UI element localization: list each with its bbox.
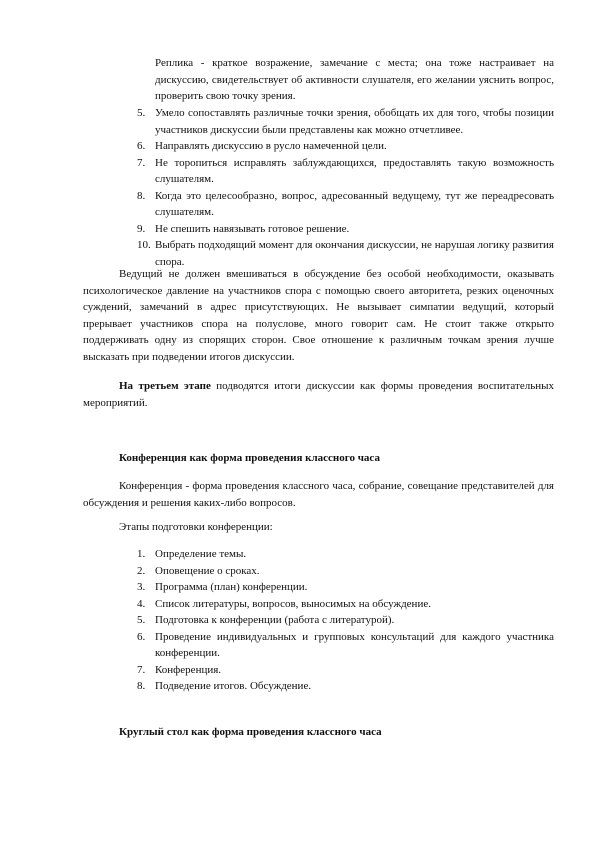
list-item-number: 2. (137, 564, 146, 577)
conference-stage-item (137, 612, 554, 629)
list-item-text: Не спешить навязывать готовое решение. (155, 222, 350, 235)
conference-stage-item (137, 678, 554, 695)
conference-stage-item (137, 629, 554, 662)
intro-continuation: Реплика - краткое возражение, замечание с места; она тоже настраивает на дискуссию, свидетельствует об активности слушателя, его желании уяснить вопрос, проверить свою точку зрения. (155, 57, 554, 102)
conference-stage-item (137, 579, 554, 596)
discussion-rule-item (137, 155, 554, 188)
discussion-rule-item (137, 105, 554, 138)
list-item-number: 8. (137, 680, 146, 692)
conference-definition: Конференция - форма проведения классного часа, собрание, совещание представителей для обсуждения и решения каких-либо вопросов. (83, 480, 554, 509)
list-item-text: Не торопиться исправлять заблуждающихся, предоставлять такую возможность слушателям. (155, 156, 554, 185)
list-item-number: 5. (137, 614, 146, 626)
list-item-number: 10. (137, 239, 151, 251)
discussion-rules-list (137, 105, 554, 270)
list-item-text: Список литературы, вопросов, выносимых на обсуждение. (155, 597, 431, 610)
list-item-number: 8. (137, 189, 146, 202)
list-item-number: 6. (137, 140, 146, 152)
list-item-text: Умело сопоставлять различные точки зрения, обобщать их для того, чтобы позиции участников дискуссии были представлены как можно отчетливее. (155, 107, 554, 136)
conference-heading: Конференция как форма проведения классного часа (119, 452, 380, 464)
list-item-text: Когда это целесообразно, вопрос, адресованный ведущему, тут же переадресовать слушателям. (155, 189, 554, 218)
discussion-rule-item (137, 138, 554, 155)
conference-stages-list (137, 546, 554, 695)
list-item-number: 1. (137, 548, 146, 560)
list-item-text: Конференция. (155, 663, 222, 676)
list-item-number: 6. (137, 630, 146, 643)
list-item-text: Выбрать подходящий момент для окончания дискуссии, не нарушая логику развития спора. (155, 239, 554, 268)
round-table-heading: Круглый стол как форма проведения классного часа (119, 726, 382, 738)
conference-stage-item (137, 546, 554, 563)
list-item-number: 7. (137, 156, 146, 169)
conference-stage-item (137, 662, 554, 679)
list-item-text: Подготовка к конференции (работа с литературой). (155, 614, 395, 626)
list-item-text: Оповещение о сроках. (155, 564, 260, 577)
conference-stages-label: Этапы подготовки конференции: (119, 521, 273, 533)
discussion-rule-item (137, 188, 554, 221)
list-item-text: Подведение итогов. Обсуждение. (155, 680, 312, 692)
list-item-text: Программа (план) конференции. (155, 581, 308, 593)
third-stage-rest: подводятся итоги дискуссии как формы проведения воспитательных мероприятий. (83, 380, 554, 409)
third-stage-bold: На третьем этапе (119, 380, 211, 392)
list-item-text: Проведение индивидуальных и групповых консультаций для каждого участника конференции. (155, 630, 554, 659)
list-item-number: 5. (137, 107, 146, 119)
moderator-paragraph: Ведущий не должен вмешиваться в обсуждение без особой необходимости, оказывать психологическое давление на участников спора с помощью своего авторитета, резких оценочных суждений, замечаний в адрес присутствующих. Не вызывает симпатии ведущий, который прерывает участников спора на полуслове, много говорит сам. Не стоит также открыто поддерживать одну из спорящих сторон. Свое отношение к различным точкам зрения лучше высказать при подведении итогов дискуссии. (83, 268, 554, 363)
conference-stage-item (137, 563, 554, 580)
list-item-number: 4. (137, 597, 146, 610)
list-item-number: 7. (137, 663, 146, 676)
third-stage-paragraph (83, 378, 554, 411)
list-item-text: Направлять дискуссию в русло намеченной цели. (155, 140, 387, 152)
list-item-number: 3. (137, 581, 146, 593)
conference-stage-item (137, 596, 554, 613)
list-item-text: Определение темы. (155, 548, 247, 560)
discussion-rule-item (137, 221, 554, 238)
list-item-number: 9. (137, 222, 146, 235)
